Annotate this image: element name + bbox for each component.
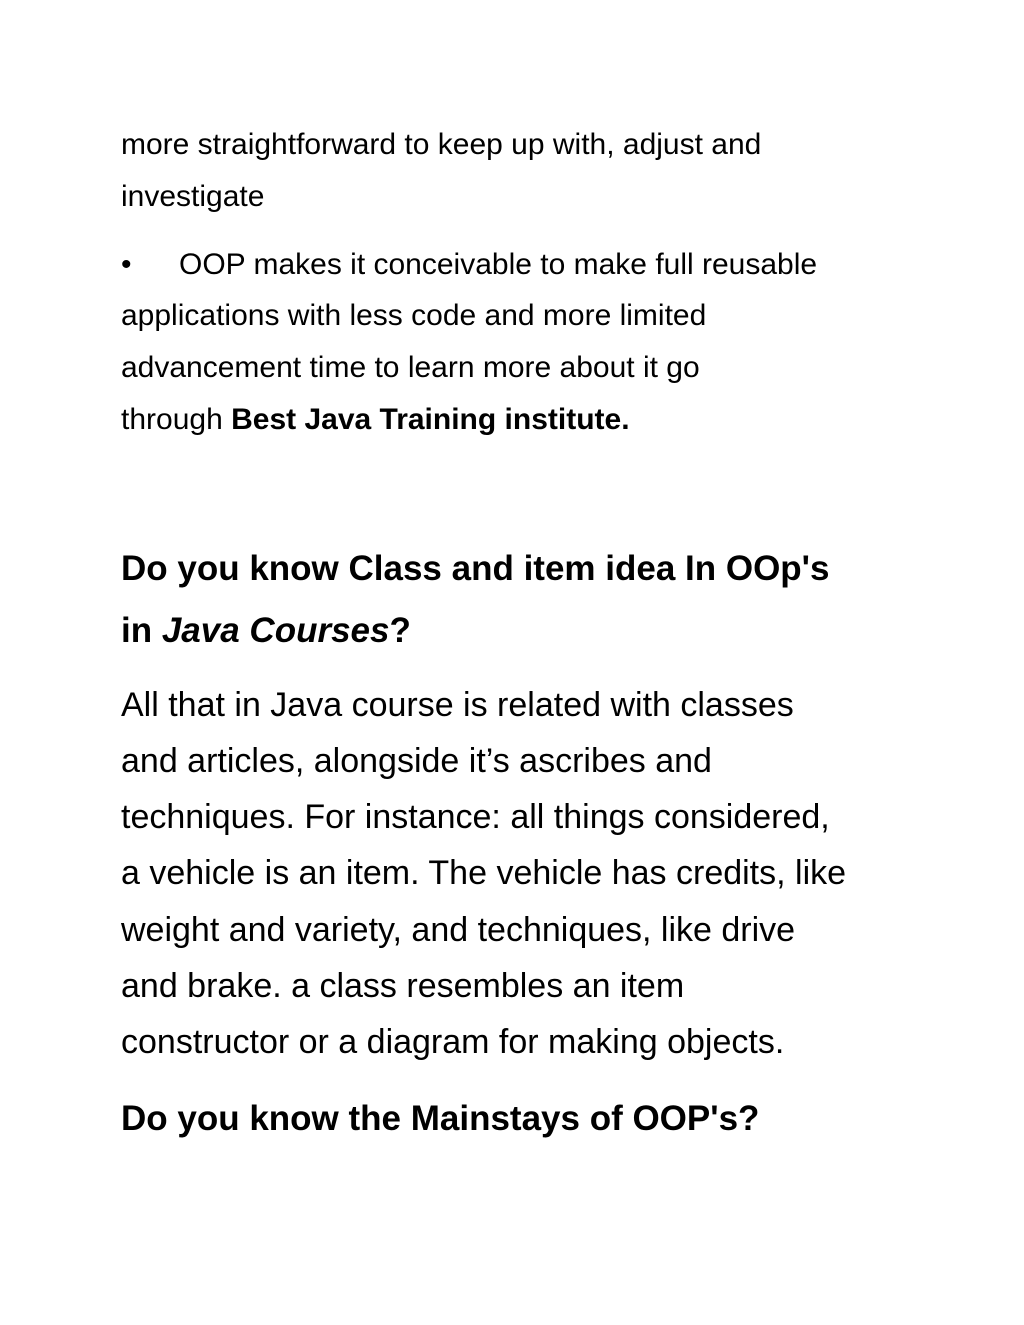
paragraph-line-5: weight and variety, and techniques, like drive <box>121 911 796 949</box>
bullet-line-2: applications with less code and more limited <box>121 299 707 332</box>
heading-class-concept-line-2 <box>121 610 411 652</box>
paragraph-line-4: a vehicle is an item. The vehicle has credits, like <box>121 854 847 892</box>
bullet-marker: • <box>121 248 132 281</box>
paragraph-line-7: constructor or a diagram for making objects. <box>121 1023 785 1061</box>
bullet-line-4-bold: Best Java Training institute. <box>231 403 630 436</box>
heading-class-concept-line-1: Do you know Class and item idea In OOp's <box>121 549 830 588</box>
intro-line-2: investigate <box>121 180 265 213</box>
bullet-line-4-prefix: through <box>121 403 232 436</box>
intro-line-1: more straightforward to keep up with, adjust and <box>121 128 762 161</box>
heading-line-2-suffix: ? <box>389 611 411 650</box>
bullet-line-4 <box>121 402 630 438</box>
paragraph-line-3: techniques. For instance: all things considered, <box>121 798 830 836</box>
paragraph-line-6: and brake. a class resembles an item <box>121 967 685 1005</box>
bullet-text-1: OOP makes it conceivable to make full reusable <box>179 248 818 281</box>
bullet-line-3: advancement time to learn more about it go <box>121 351 700 384</box>
paragraph-line-1: All that in Java course is related with classes <box>121 686 794 724</box>
heading-line-2-italic: Java Courses <box>161 611 390 650</box>
bullet-line-1 <box>121 247 817 283</box>
paragraph-line-2: and articles, alongside it’s ascribes and <box>121 742 712 780</box>
heading-mainstays: Do you know the Mainstays of OOP's? <box>121 1099 760 1138</box>
heading-line-2-prefix: in <box>121 611 162 650</box>
